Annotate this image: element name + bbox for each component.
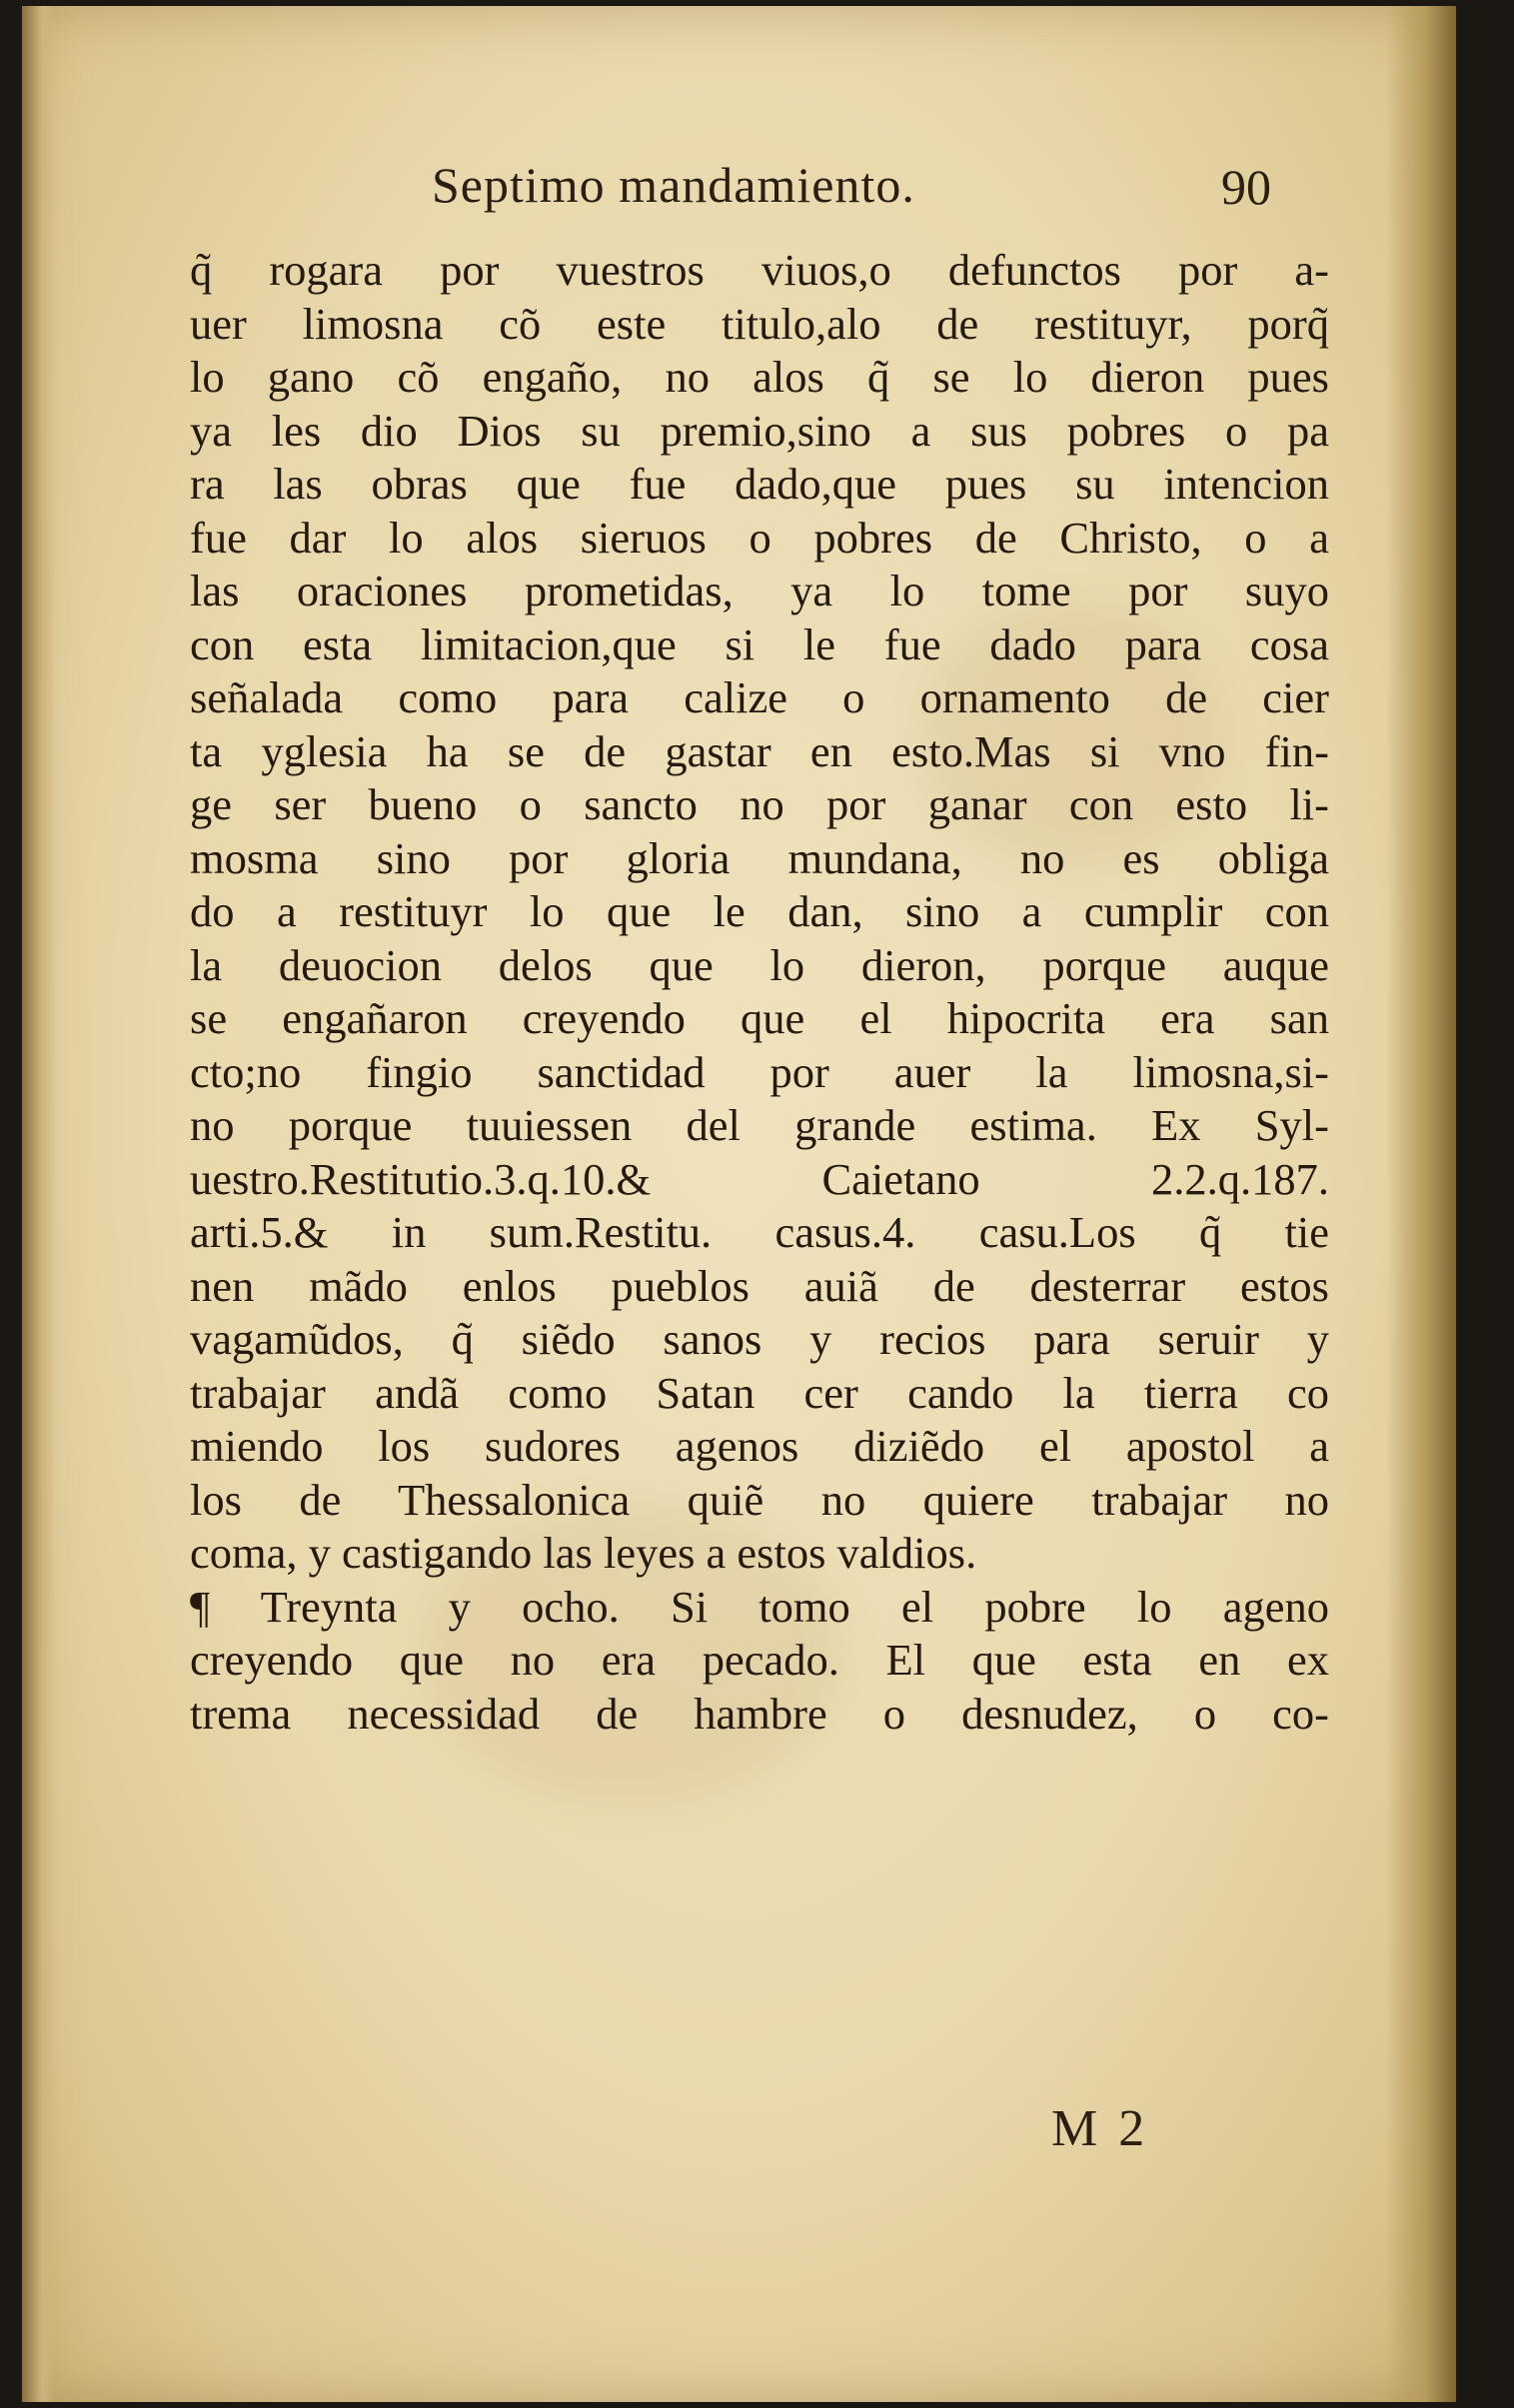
text-line: coma, y castigando las leyes a estos valdios. — [190, 1528, 977, 1578]
text-line: ya les dio Dios su premio,sino a sus pobres o pa — [190, 405, 1329, 456]
text-line: los de Thessalonica quiẽ no quiere trabajar no — [190, 1474, 1329, 1525]
text-line: las oraciones prometidas, ya lo tome por suyo — [190, 566, 1329, 615]
text-line: vagamũdos, q̃ siẽdo sanos y recios para seruir y — [190, 1314, 1329, 1364]
text-line: do a restituyr lo que le dan, sino a cumplir con — [190, 886, 1329, 936]
text-line: creyendo que no era pecado. El que esta en ex — [190, 1635, 1329, 1685]
page-gutter — [22, 6, 56, 2402]
text-line: no porque tuuiessen del grande estima. Ex Syl- — [190, 1100, 1329, 1150]
text-line: ¶ Treynta y ocho. Si tomo el pobre lo ageno — [190, 1581, 1329, 1632]
text-line: se engañaron creyendo que el hipocrita era san — [190, 993, 1329, 1043]
text-line: arti.5.& in sum.Restitu. casus.4. casu.Los q̃ tie — [190, 1207, 1329, 1257]
text-line: miendo los sudores agenos diziẽdo el apostol a — [190, 1421, 1329, 1471]
text-line: mosma sino por gloria mundana, no es obliga — [190, 832, 1329, 883]
text-line: nen mãdo enlos pueblos auiã de desterrar estos — [190, 1260, 1329, 1311]
text-line: señalada como para calize o ornamento de cier — [190, 672, 1329, 722]
page-edge — [1386, 6, 1456, 2402]
text-line: fue dar lo alos sieruos o pobres de Christo, o a — [190, 512, 1329, 563]
text-line: uer limosna cõ este titulo,alo de restituyr, porq̃ — [190, 298, 1329, 349]
text-line: la deuocion delos que lo dieron, porque auque — [190, 939, 1329, 990]
text-line: cto;no fingio sanctidad por auer la limosna,si- — [190, 1046, 1329, 1097]
page-number: 90 — [1221, 159, 1271, 215]
text-line: con esta limitacion,que si le fue dado para cosa — [190, 618, 1329, 669]
text-line: ra las obras que fue dado,que pues su intencion — [190, 459, 1329, 509]
text-line: uestro.Restitutio.3.q.10.& Caietano 2.2.q.187. — [190, 1153, 1329, 1204]
text-line: trabajar andã como Satan cer cando la tierra co — [190, 1367, 1329, 1418]
signature-mark: M 2 — [1051, 2100, 1149, 2157]
text-line: lo gano cõ engaño, no alos q̃ se lo dieron pues — [190, 352, 1329, 402]
text-line: trema necessidad de hambre o desnudez, o co- — [190, 1688, 1329, 1739]
running-title: Septimo mandamiento. — [432, 157, 915, 213]
body-text — [190, 244, 1329, 1741]
text-line: ta yglesia ha se de gastar en esto.Mas si vno fin- — [190, 725, 1329, 776]
text-line: ge ser bueno o sancto no por ganar con esto li- — [190, 779, 1329, 829]
book-page — [22, 6, 1456, 2402]
text-line: q̃ rogara por vuestros viuos,o defunctos por a- — [190, 245, 1329, 295]
